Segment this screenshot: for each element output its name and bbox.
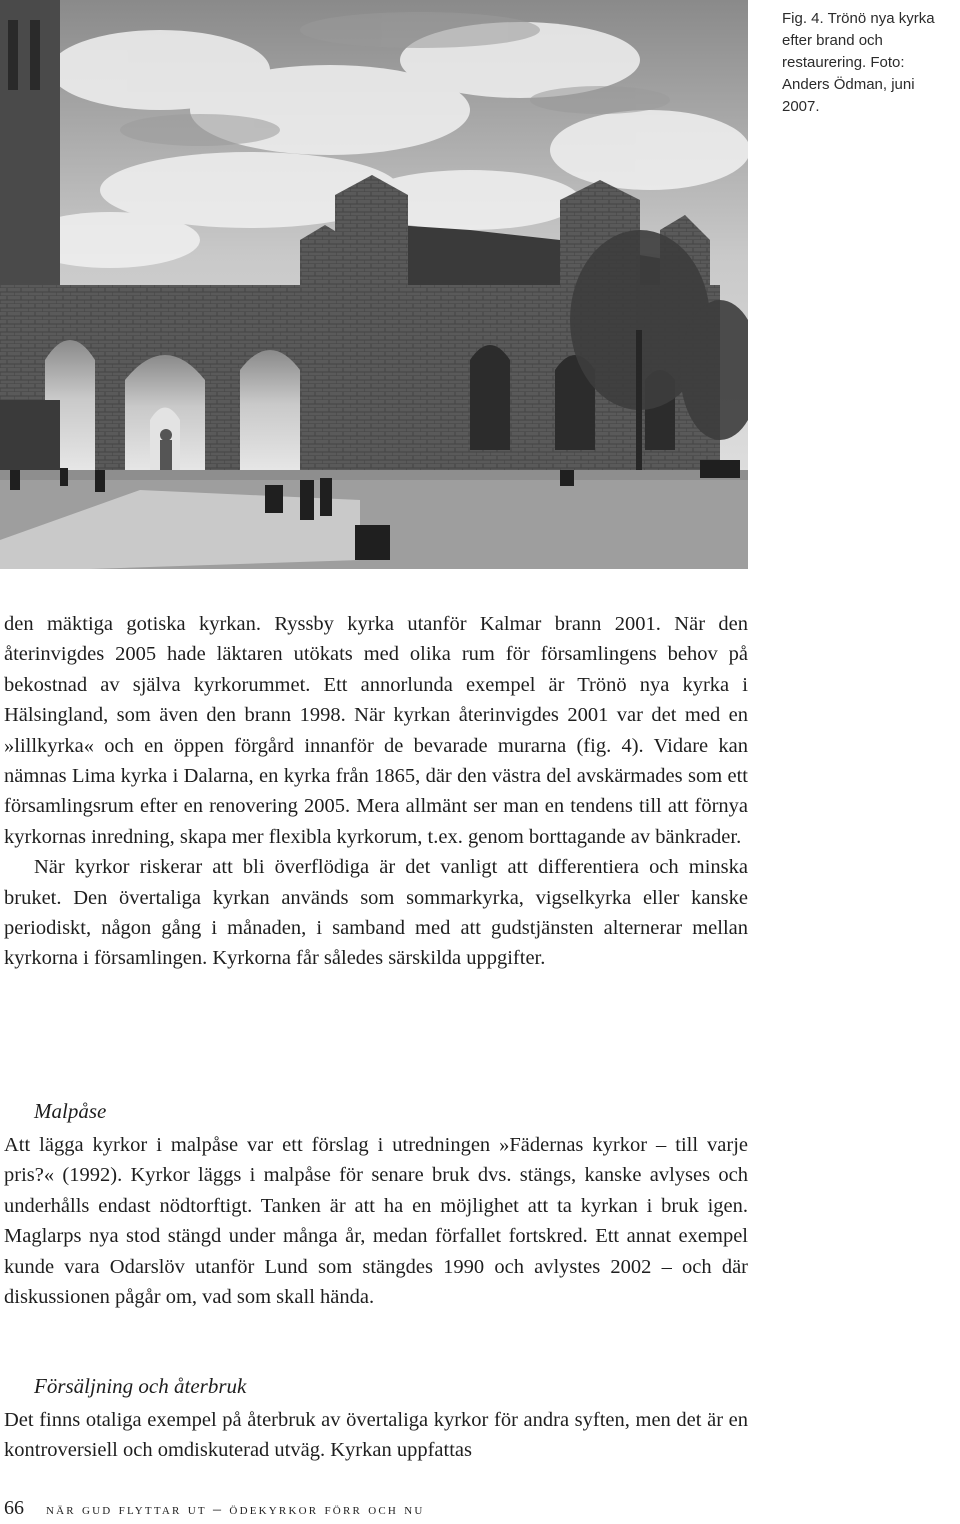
paragraph: den mäktiga gotiska kyrkan. Ryssby kyrka utanför Kalmar brann 2001. När den återinvigdes 2005 hade läktaren utökats med olika rum för församlingens behov på bekostnad av själva kyrkorummet. Ett annorlunda exempel är Trönö nya kyrka i Hälsingland, som även den brann 1998. När kyrkan återinvigdes 2001 var det med en »lillkyrka« och en öppen förgård innanför de bevarade murarna (fig. 4). Vidare kan nämnas Lima kyrka i Dalarna, en kyrka från 1865, där den västra del avskärmades som ett församlingsrum efter en renovering 2005. Mera allmänt ser man en tendens till att förnya kyrkornas inredning, skapa mer flexibla kyrkorum, t.ex. genom borttagande av bänkrader. xyxy=(4,613,748,848)
body-text xyxy=(4,609,748,974)
figure-caption: Fig. 4. Trönö nya kyrka efter brand och restaurering. Foto: Anders Ödman, juni 2007. xyxy=(782,10,935,115)
page-number: 66 xyxy=(4,1497,24,1519)
paragraph: När kyrkor riskerar att bli överflödiga är det vanligt att differentiera och minska bruket. Den övertaliga kyrkan används som sommarkyrka, vigselkyrka eller kanske periodiskt, någon gång i månaden, i samband med att gudstjänsten alternerar mellan kyrkorna i församlingen. Kyrkorna får således särskilda uppgifter. xyxy=(4,856,748,970)
section-heading: Försäljning och återbruk xyxy=(34,1374,247,1398)
paragraph: Att lägga kyrkor i malpåse var ett förslag i utredningen »Fädernas kyrkor – till varje pris?« (1992). Kyrkor läggs i malpåse för senare bruk dvs. stängs, kanske avlyses och underhålls endast nödtorftigt. Tanken är att ha en möjlighet att ta kyrkan i bruk igen. Maglarps nya stod stängd under många år, medan förfallet fortskred. Ett annat exempel kunde vara Odarslöv utanför Lund som stängdes 1990 och avlystes 2002 – och där diskussionen pågår om, vad som skall hända. xyxy=(4,1134,748,1309)
section-heading: Malpåse xyxy=(34,1099,107,1123)
page-footer xyxy=(4,1494,425,1524)
section-text xyxy=(4,1130,748,1312)
section-text xyxy=(4,1405,748,1466)
running-title: när gud flyttar ut – ödekyrkor förr och nu xyxy=(46,1501,425,1518)
church-photo-illustration xyxy=(0,0,748,569)
paragraph: Det finns otaliga exempel på återbruk av övertaliga kyrkor för andra syften, men det är en kontroversiell och omdiskuterad utväg. Kyrkan uppfattas xyxy=(4,1409,748,1462)
figure-photo xyxy=(0,0,748,569)
